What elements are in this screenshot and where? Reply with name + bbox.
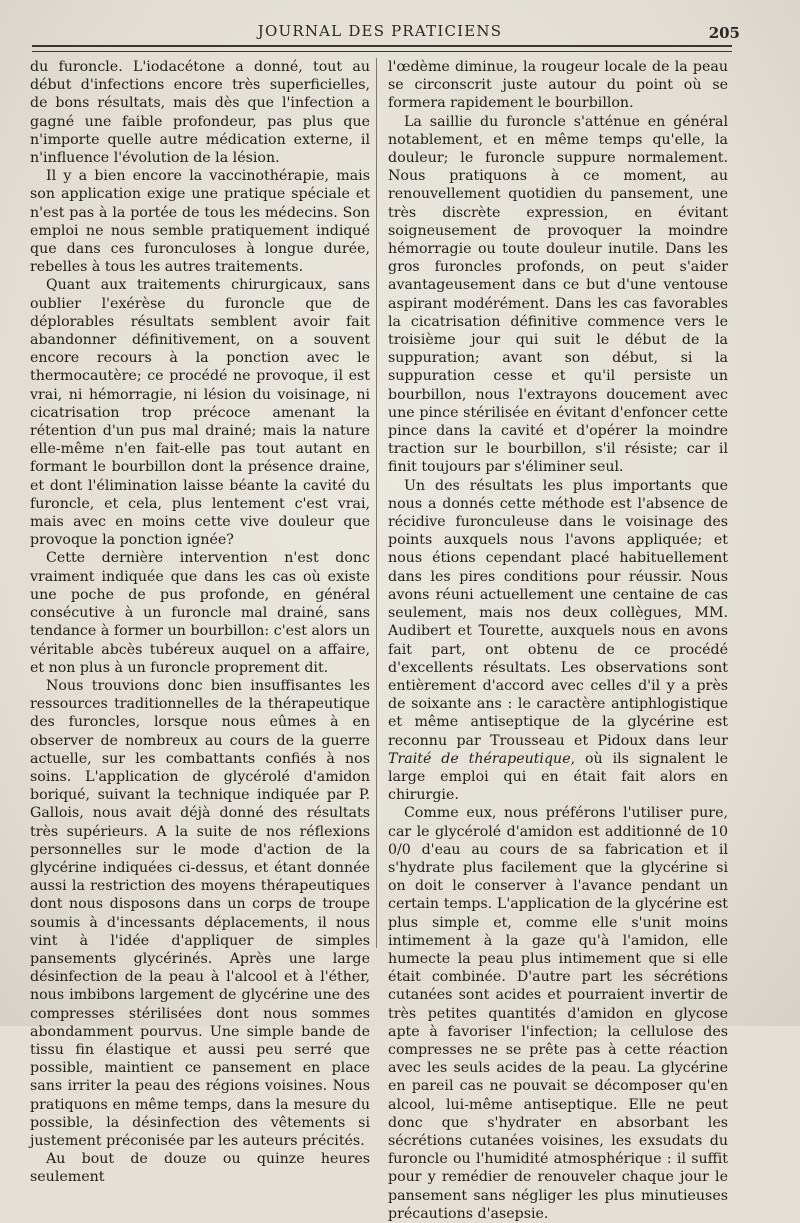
- citation-tail: , où ils signalent le large emploi qui en était fait alors en chirurgie.: [388, 750, 728, 804]
- paragraph: Comme eux, nous préférons l'utiliser pure, car le glycérolé d'amidon est additionné de 10 0/0 d'eau au cours de sa fabrication et il s'hydrate plus facilement que la glycérine si on doit le conserver à l'avance pendant un certain temps. L'application de la glycérine est plus simple et, comme elle s'unit moins intimement à la gaze qu'à l'amidon, elle humecte la peau plus intimement que si elle était combinée. D'autre part les sécrétions cutanées sont acides et pourraient invertir de très petites quantités d'amidon en glycose apte à favoriser l'infection; la cellulose des compresses ne se prête pas à cette réaction avec les seuls acides de la peau. La glycérine en pareil cas ne pouvait se décomposer qu'en alcool, lui-même antiseptique. Elle ne peut donc que s'hydrater en absorbant les sécrétions cutanées voisines, les exsudats du furoncle ou l'humidité atmosphérique : il suffit pour y remédier de renouveler chaque jour le pansement sans négliger les plus minutieuses précautions d'asepsie.: [388, 805, 728, 1222]
- left-column: [30, 58, 370, 1187]
- paragraph: Quant aux traitements chirurgicaux, sans oublier l'exérèse du furoncle que de déplorables résultats semblent avoir fait abandonner définitivement, on a souvent encore recours à la ponction avec le thermocautère; ce procédé ne provoque, il est vrai, ni hémorragie, ni lésion du voisinage, ni cicatrisation trop précoce amenant la rétention d'un pus mal drainé; mais la nature elle-même n'en fait-elle pas tout autant en formant le bourbillon dont la présence draine, et dont l'élimination laisse béante la cavité du furoncle, et cela, plus lentement c'est vrai, mais avec en moins cette vive douleur que provoque la ponction ignée?: [30, 277, 370, 549]
- paragraph: Au bout de douze ou quinze heures seulement: [30, 1151, 370, 1186]
- paragraph: Nous trouvions donc bien insuffisantes les ressources traditionnelles de la thérapeutique des furoncles, lorsque nous eûmes à en observer de nombreux au cours de la guerre actuelle, sur les combattants confiés à nos soins. L'application de glycérolé d'amidon boriqué, suivant la technique indiquée par P. Gallois, nous avait déjà donné des résultats très supérieurs. A la suite de nos réflexions personnelles sur le mode d'action de la glycérine indiquées ci-dessus, et étant donnée aussi la restriction des moyens thérapeutiques dont nous disposons dans un corps de troupe soumis à d'incessants déplacements, il nous vint à l'idée d'appliquer de simples pansements glycérinés. Après une large désinfection de la peau à l'alcool et à l'éther, nous imbibons largement de glycérine une des compresses stérilisées dont nous sommes abondamment pourvus. Une simple bande de tissu fin élastique et aussi peu serré que possible, maintient ce pansement en place sans irriter la peau des régions voisines. Nous pratiquons en même temps, dans la mesure du possible, la désinfection des vêtements si justement préconisée par les auteurs précités.: [30, 677, 370, 1149]
- paragraph: du furoncle. L'iodacétone a donné, tout au début d'infections encore très superficielles, de bons résultats, mais dès que l'infection a gagné une faible profondeur, pas plus que n'importe quelle autre médication externe, il n'influence l'évolution de la lésion.: [30, 59, 370, 167]
- paragraph: Cette dernière intervention n'est donc vraiment indiquée que dans les cas où existe une poche de pus profonde, en général consécutive à un furoncle mal drainé, sans tendance à former un bourbillon: c'est alors un véritable abcès tubéreux auquel on a affaire, et non plus à un furoncle proprement dit.: [30, 550, 370, 676]
- right-column: [388, 58, 728, 1223]
- paragraph-text: Un des résultats les plus importants que nous a donnés cette méthode est l'absence de récidive furonculeuse dans le voisinage des points auxquels nous l'avons appliquée; et nous étions cependant placé habituellement dans les pires conditions pour réussir. Nous avons réuni actuellement une centaine de cas seulement, mais nos deux collègues, MM. Audibert et Tourette, auxquels nous en avons fait part, ont obtenu de ce procédé d'excellents résultats. Les observations sont entièrement d'accord avec celles d'il y a près de soixante ans : le caractère antiphlogistique et même antiseptique de la glycérine est reconnu par Trousseau et Pidoux dans leur: [388, 477, 728, 749]
- journal-title: JOURNAL DES PRATICIENS: [257, 22, 503, 40]
- book-title: Traité de thérapeutique: [388, 750, 571, 767]
- column-divider: [376, 58, 377, 948]
- running-head: [0, 22, 800, 46]
- paragraph: La saillie du furoncle s'atténue en général notablement, et en même temps qu'elle, la douleur; le furoncle suppure normalement. Nous pratiquons à ce moment, au renouvellement quotidien du pansement, une très discrète expression, en évitant soigneusement de provoquer la moindre hémorragie ou toute douleur inutile. Dans les gros furoncles profonds, on peut s'aider avantageusement dans ce but d'une ventouse aspirant modérément. Dans les cas favorables la cicatrisation définitive commence vers le troisième jour qui suit le début de la suppuration; avant son début, si la suppuration cesse et qu'il persiste un bourbillon, nous l'extrayons doucement avec une pince stérilisée en évitant d'enfoncer cette pince dans la cavité et d'opérer la moindre traction sur le bourbillon, s'il résiste; car il finit toujours par s'éliminer seul.: [388, 113, 728, 476]
- paragraph: l'œdème diminue, la rougeur locale de la peau se circonscrit juste autour du point où se formera rapidement le bourbillon.: [388, 59, 728, 112]
- header-rule: [32, 45, 732, 52]
- page-number: 205: [708, 24, 740, 42]
- paragraph: Il y a bien encore la vaccinothérapie, mais son application exige une pratique spéciale et n'est pas à la portée de tous les médecins. Son emploi ne nous semble pratiquement indiqué que dans ces furonculoses à longue durée, rebelles à tous les autres traitements.: [30, 168, 370, 276]
- paragraph: [388, 477, 728, 805]
